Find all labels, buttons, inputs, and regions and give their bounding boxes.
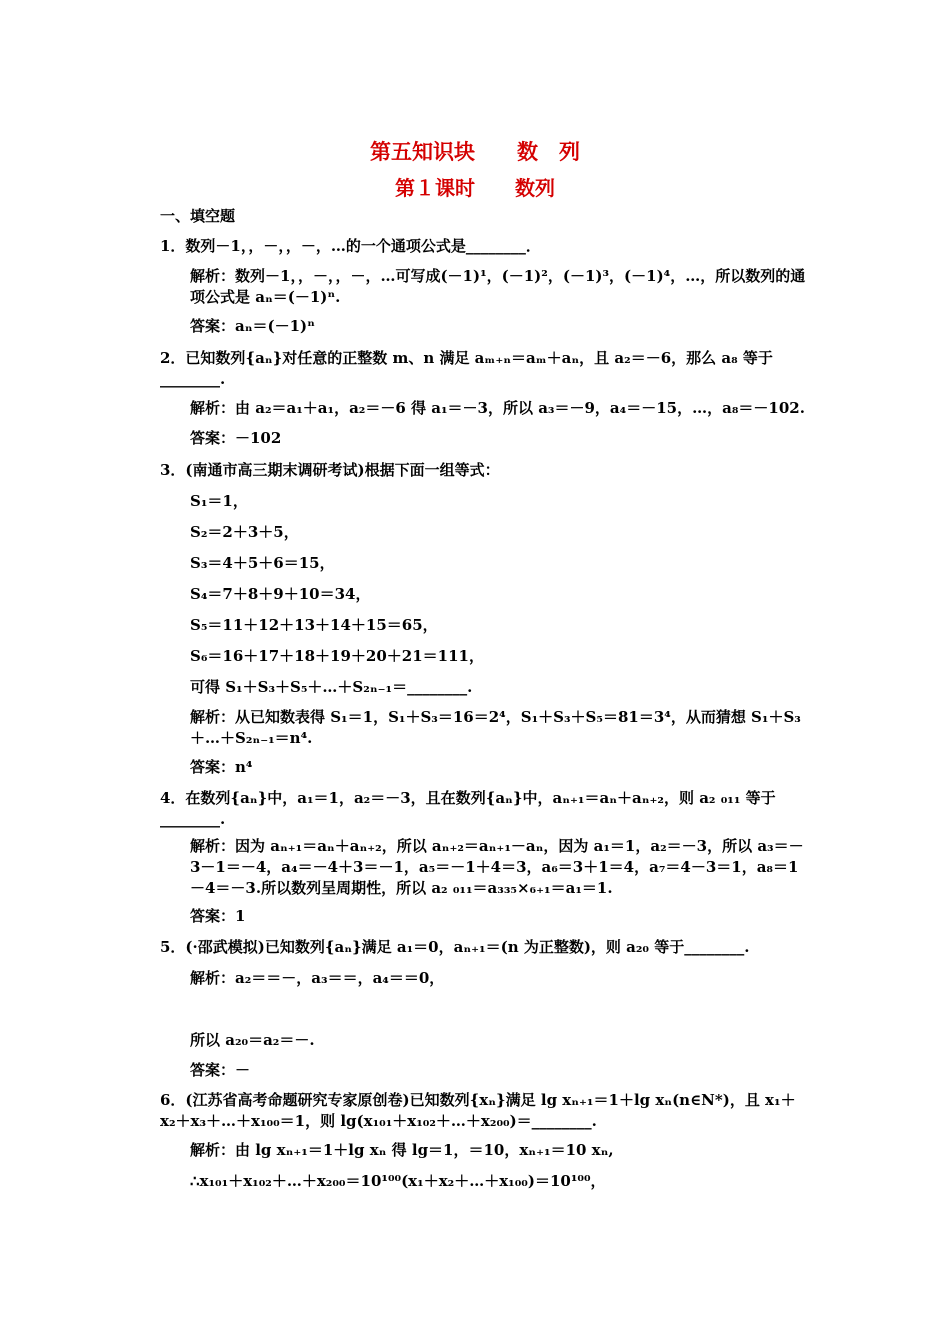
equation-line: S₃＝4＋5＋6＝15， (190, 554, 335, 572)
answer-5: 答案：－ (190, 1061, 251, 1079)
analysis-4: 解析：因为 aₙ₊₁＝aₙ＋aₙ₊₂，所以 aₙ₊₂＝aₙ₊₁－aₙ，因为 a₁＝1，a₂＝－3，所以 a₃＝－3－1＝－4，a₄＝－4＋3＝－1，a₅＝－1＋4＝3，a₆＝3＋1＝4，a₇＝4－3＝1，a₈＝1－4＝－3.所以数列呈周期性，所以 a₂ ₀₁₁＝a₃₃₅×₆₊₁＝a₁＝1. (190, 837, 804, 897)
equation-line: S₆＝16＋17＋18＋19＋20＋21＝111， (190, 647, 484, 665)
section-heading: 一、填空题 (160, 207, 236, 225)
equation-line: S₅＝11＋12＋13＋14＋15＝65， (190, 616, 438, 634)
question-5: 5．(·邵武模拟)已知数列{aₙ}满足 a₁＝0，aₙ₊₁＝(n 为正整数)，则 a₂₀ 等于________. (160, 938, 750, 956)
answer-2: 答案：－102 (190, 429, 282, 447)
analysis-6: 解析：由 lg xₙ₊₁＝1＋lg xₙ 得 lg＝1，＝10，xₙ₊₁＝10 xₙ, (190, 1141, 614, 1159)
equation-line: S₁＝1， (190, 492, 248, 510)
chapter-title: 第五知识块 数 列 (370, 140, 580, 164)
question-2: 2．已知数列{aₙ}对任意的正整数 m、n 满足 aₘ₊ₙ＝aₘ＋aₙ，且 a₂＝－6，那么 a₈ 等于________. (160, 349, 773, 388)
question-3: 3．(南通市高三期末调研考试)根据下面一组等式： (160, 461, 500, 479)
conclusion-5: 所以 a₂₀＝a₂＝－. (190, 1031, 315, 1049)
question-4: 4．在数列{aₙ}中，a₁＝1，a₂＝－3，且在数列{aₙ}中，aₙ₊₁＝aₙ＋aₙ₊₂，则 a₂ ₀₁₁ 等于________. (160, 789, 776, 828)
question-6: 6．(江苏省高考命题研究专家原创卷)已知数列{xₙ}满足 lg xₙ₊₁＝1＋lg xₙ(n∈N*)，且 x₁＋x₂＋x₃＋…＋x₁₀₀＝1，则 lg(x₁₀₁＋x₁₀₂＋…＋x₂₀₀)＝________. (160, 1091, 796, 1130)
answer-3: 答案：n⁴ (190, 758, 253, 776)
analysis-3: 解析：从已知数表得 S₁＝1，S₁＋S₃＝16＝2⁴，S₁＋S₃＋S₅＝81＝3⁴，从而猜想 S₁＋S₃＋…＋S₂ₙ₋₁＝n⁴. (190, 708, 801, 747)
question-1: 1．数列－1，，－，，－，…的一个通项公式是________． (160, 237, 541, 255)
answer-1: 答案：aₙ＝(－1)ⁿ (190, 317, 315, 335)
equation-line: S₂＝2＋3＋5， (190, 523, 299, 541)
derivation-6: ∴x₁₀₁＋x₁₀₂＋…＋x₂₀₀＝10¹⁰⁰(x₁＋x₂＋…＋x₁₀₀)＝10¹⁰⁰， (190, 1172, 606, 1190)
answer-4: 答案：1 (190, 907, 246, 925)
analysis-2: 解析：由 a₂＝a₁＋a₁，a₂＝－6 得 a₁＝－3，所以 a₃＝－9，a₄＝－15，…，a₈＝－102. (190, 399, 805, 417)
equation-line: 可得 S₁＋S₃＋S₅＋…＋S₂ₙ₋₁＝________. (190, 678, 473, 696)
analysis-5: 解析：a₂＝＝－，a₃＝＝，a₄＝＝0， (190, 969, 445, 987)
lesson-title: 第１课时 数列 (395, 176, 555, 200)
equation-line: S₄＝7＋8＋9＋10＝34， (190, 585, 371, 603)
analysis-1: 解析：数列－1，，－，，－，…可写成(－1)¹，(－1)²，(－1)³，(－1)⁴，…，所以数列的通项公式是 aₙ＝(－1)ⁿ. (190, 267, 806, 306)
